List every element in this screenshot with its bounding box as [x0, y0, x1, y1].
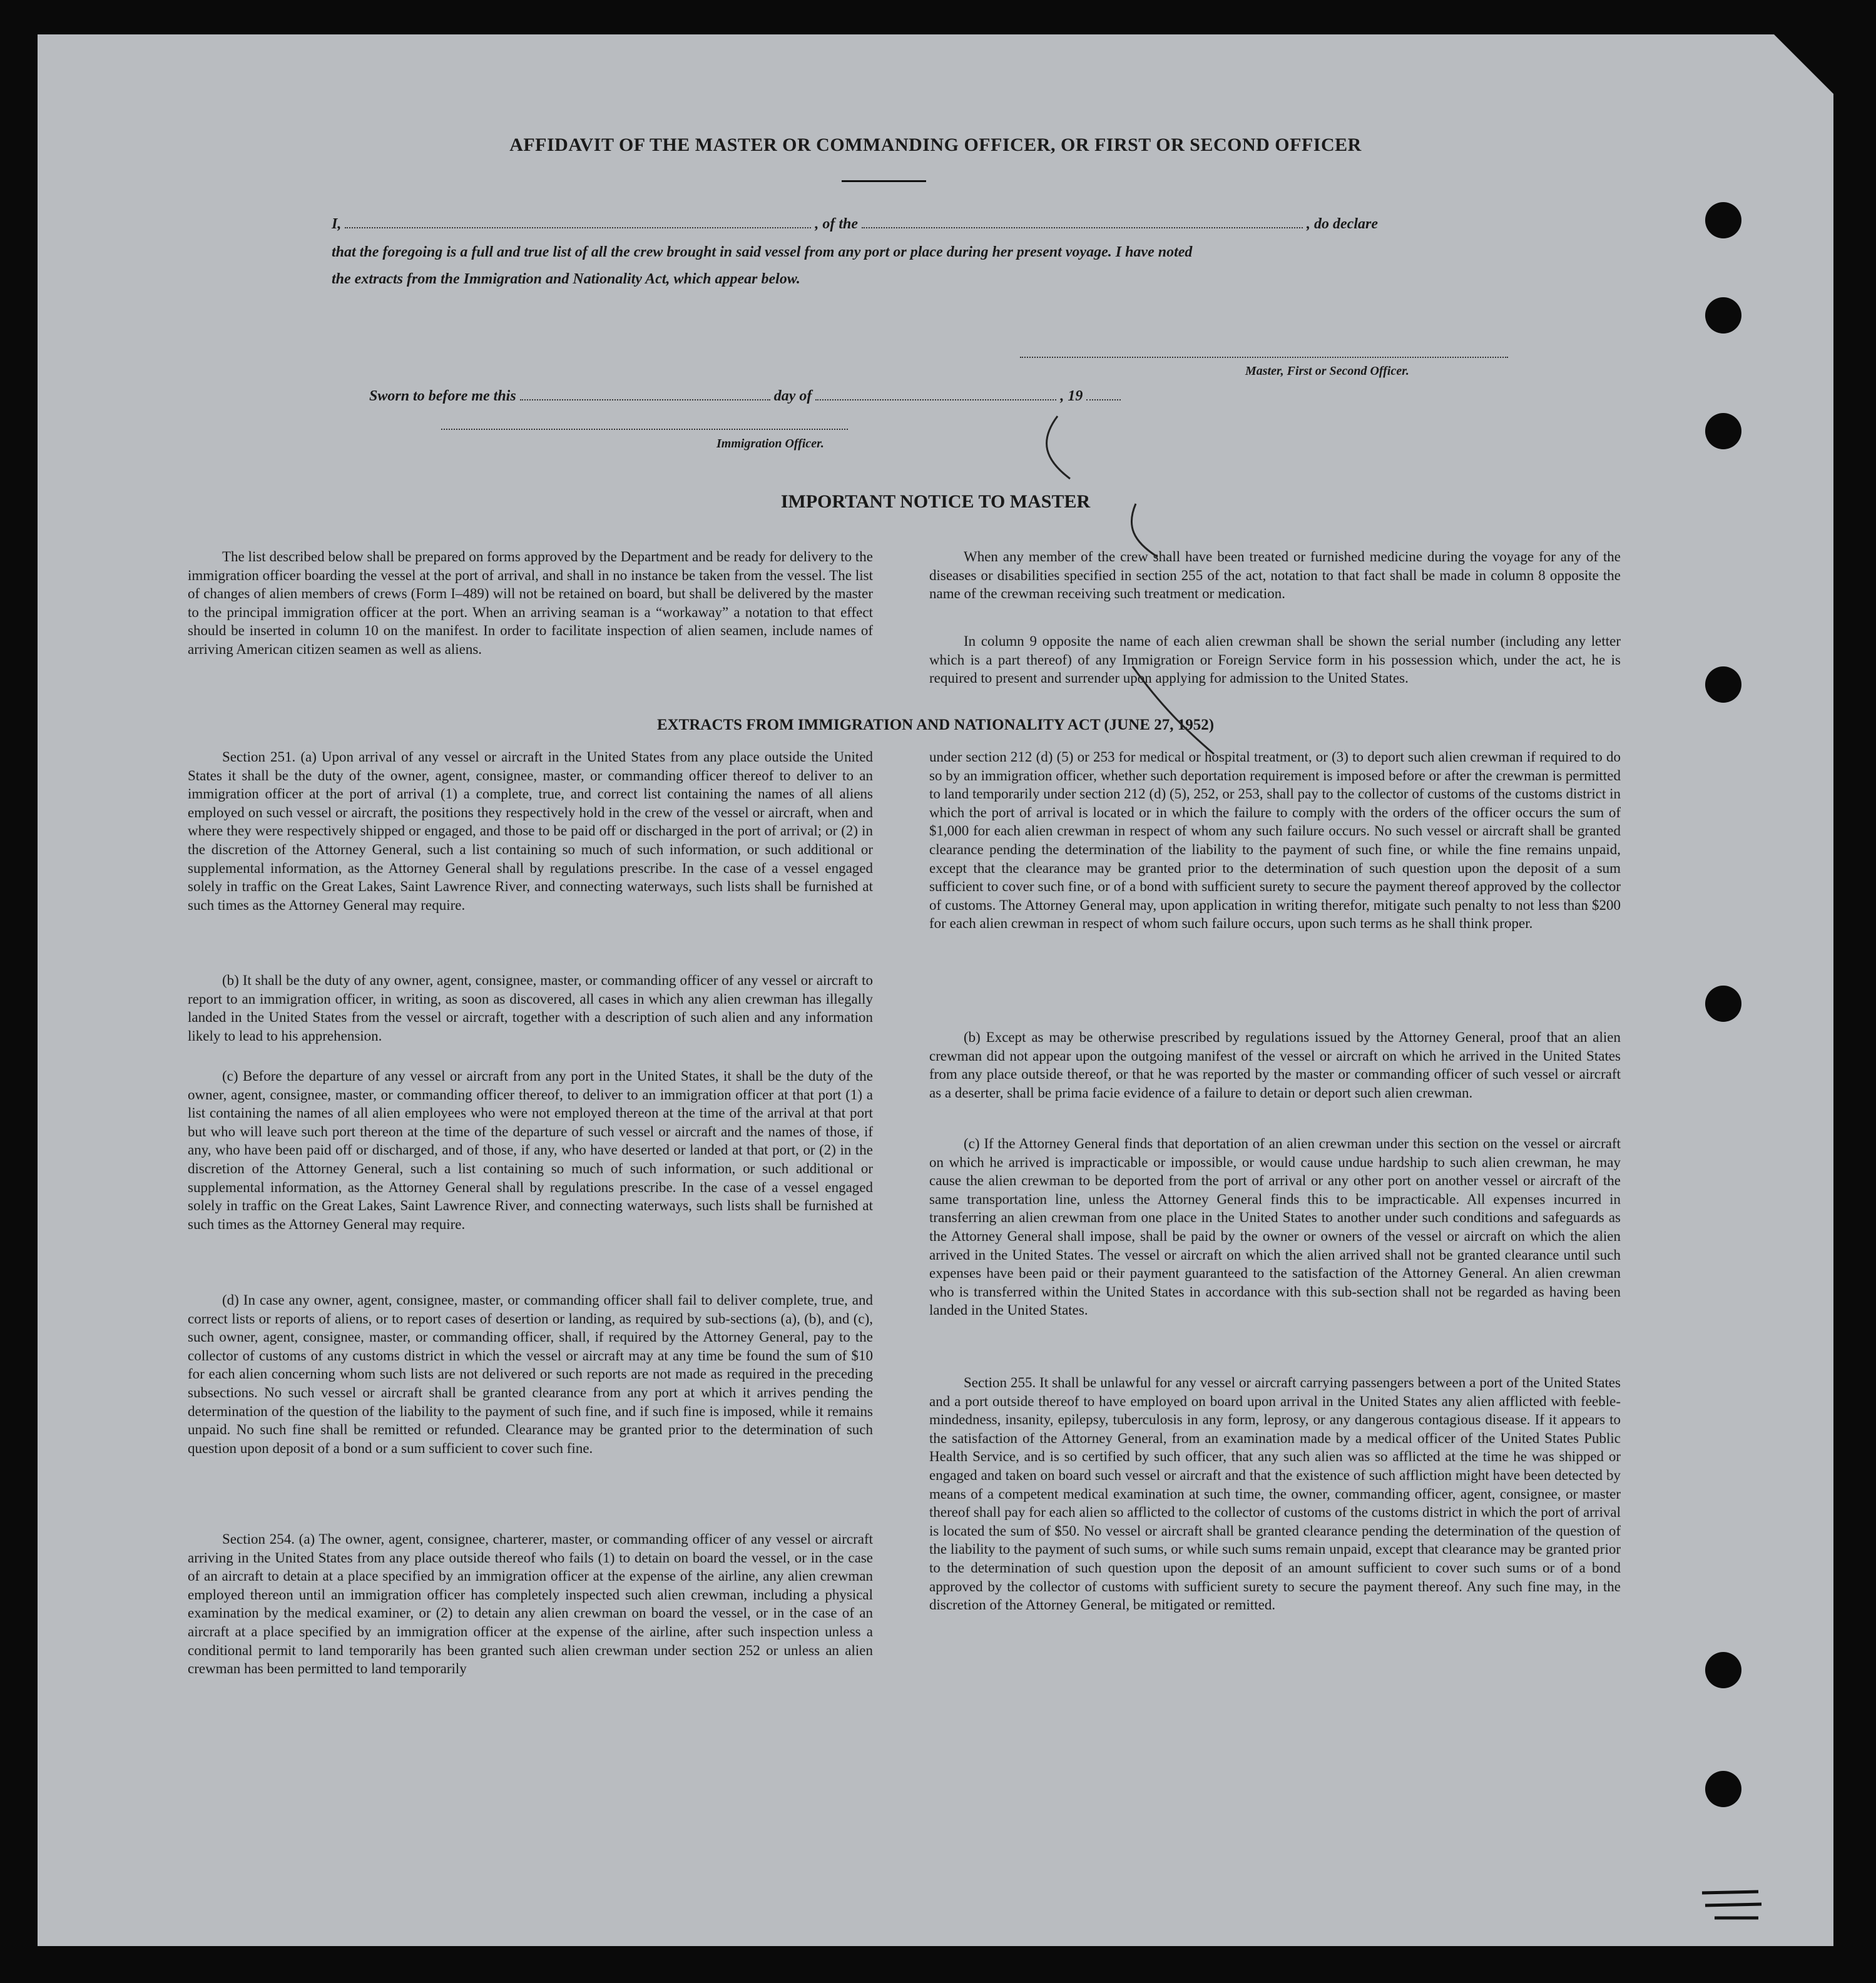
section-251b: (b) It shall be the duty of any owner, agent, consignee, master, or commanding officer of any vessel or aircraft to report to an immigration officer, in writing, as soon as discovered, all cases in which any alien crewman has illegally landed in the United States from the vessel or aircraft, together with a description of such alien and any information likely to lead to his apprehension.	[188, 972, 873, 1044]
section-255: Section 255. It shall be unlawful for any vessel or aircraft carrying passengers between a port of the United States and a port outside thereof to have employed on board upon arrival in the United States any alien afflicted with feeble-mindedness, insanity, epilepsy, tuberculosis in any form, leprosy, or any dangerous contagious disease. If it appears to the satisfaction of the Attorney General, from an examination made by a medical officer of the United States Public Health Service, and is so certified by such officer, that any such alien was so afflicted at the time he was shipped or engaged and taken on board such vessel or aircraft and that the existence of such affliction might have been detected by means of a competent medical examination at such time, the owner, commanding officer, agent, consignee, or master thereof shall pay for each alien so afflicted to the collector of customs of the customs district in which the port of arrival is located the sum of $50. No vessel or aircraft shall be granted clearance pending the determination of the question of the liability to the payment of such sums, or while such sums remain unpaid, except that clearance may be granted prior to the determination of such question upon the deposit of an amount sufficient to cover such sums or of a bond approved by the collector of customs with sufficient surety to secure the payment thereof. Any such fine may, in the discretion of the Attorney General, be mitigated or remitted.	[929, 1375, 1621, 1613]
punch-hole	[1705, 666, 1741, 703]
punch-hole	[1705, 986, 1741, 1022]
punch-hole	[1705, 1652, 1741, 1688]
sworn-row	[369, 388, 1121, 405]
punch-hole	[1705, 413, 1741, 449]
of-the-label: , of the	[815, 216, 859, 232]
section-251c: (c) Before the departure of any vessel or aircraft from any port in the United States, it shall be the duty of the owner, agent, consignee, master, or commanding officer thereof, to deliver to an immigration officer at that port (1) a list containing the names of all alien employees who were not employed thereon at the time of the arrival at that port but who will leave such port thereon at the time of the departure of such vessel or aircraft and the names of those, if any, who have been paid off or discharged, and of those, if any, who have deserted or landed at that port, or (2) in the discretion of the Attorney General, such a list containing so much of such information, or such additional or supplemental information, as the Attorney General shall by regulations prescribe. In the case of a vessel engaged solely in traffic on the Great Lakes, Saint Lawrence River, and connecting waterways, such lists shall be furnished at such times as the Attorney General may require.	[188, 1068, 873, 1232]
punch-hole	[1705, 1771, 1741, 1807]
year-label: , 19	[1060, 388, 1083, 404]
notice-right-paragraph-2: In column 9 opposite the name of each alien crewman shall be shown the serial number (including any letter which is a part thereof) of any Immigration or Foreign Service form in his possession which, under the act, he is required to present and surrender upon applying for admission to the United States.	[929, 633, 1621, 686]
section-251d: (d) In case any owner, agent, consignee, master, or commanding officer shall fail to deliver complete, true, and correct lists or reports of aliens, or to report cases of desertion or landing, as required by sub-sections (a), (b), and (c), such owner, agent, consignee, master, or commanding officer, shall, if required by the Attorney General, pay to the collector of customs of any customs district in which the vessel or aircraft may at any time be found the sum of $10 for each alien concerning whom such lists are not delivered or such reports are not made as required in the preceding subsections. No such vessel or aircraft shall be granted clearance from any port at which it arrives pending the determination of the question of the liability to the payment of such fine, and if such fine is imposed, while it remains unpaid. No such fine shall be remitted or refunded. Clearance may be granted prior to the determination of such question upon deposit of a bond or a sum sufficient to cover such fine.	[188, 1292, 873, 1456]
sworn-label: Sworn to before me this	[369, 388, 516, 404]
section-254a: Section 254. (a) The owner, agent, consignee, charterer, master, or commanding officer of any vessel or aircraft arriving in the United States from any place outside thereof who fails (1) to detain on board the vessel, or in the case of an aircraft to detain at a place specified by an immigration officer at the expense of the airline, any alien crewman employed thereon until an immigration officer has completely inspected such alien crewman, including a physical examination by the medical examiner, or (2) to detain any alien crewman on board the vessel, or in the case of an aircraft at a place specified by an immigration officer at the expense of the airline, after such inspection unless a conditional permit to land temporarily has been granted such alien crewman under section 252 or unless an alien crewman has been permitted to land temporarily	[188, 1531, 873, 1677]
day-of-label: day of	[773, 388, 812, 404]
pen-mark	[1014, 391, 1264, 779]
name-field[interactable]	[345, 216, 811, 228]
folded-corner	[1774, 34, 1833, 94]
vessel-field[interactable]	[862, 216, 1303, 228]
notice-right-paragraph-1: When any member of the crew shall have been treated or furnished medicine during the voyage for any of the diseases or disabilities specified in section 255 of the act, notation to that fact shall be made in column 8 opposite the name of the crewman receiving such treatment or medication.	[929, 549, 1621, 602]
declaration-line-2: the extracts from the Immigration and Nationality Act, which appear below.	[332, 271, 800, 287]
punch-hole	[1705, 297, 1741, 334]
section-254c: (c) If the Attorney General finds that deportation of an alien crewman under this section on the vessel or aircraft on which he arrived is impracticable or impossible, or would cause undue hardship to such alien crewman, he may cause the alien crewman to be deported from the port of arrival or any other port on another vessel or aircraft of the same transportation line, unless the Attorney General finds this to be impracticable. All expenses incurred in transferring an alien crewman from one place in the United States to another under such conditions and safeguards as the Attorney General shall impose, shall be paid by the owner or owners of the vessel or aircraft on which the alien arrived in the United States. The vessel or aircraft on which the alien arrived shall not be granted clearance until such expenses have been paid or their payment guaranteed to the satisfaction of the Attorney General. An alien crewman who is transferred within the United States in accordance with this sub-section shall not be regarded as having been landed in the United States.	[929, 1136, 1621, 1318]
officer-signature-caption: Immigration Officer.	[716, 437, 824, 451]
declaration-line-1: that the foregoing is a full and true list of all the crew brought in said vessel from any port or place during her present voyage. I have noted	[332, 244, 1193, 260]
section-254a-continued: under section 212 (d) (5) or 253 for medical or hospital treatment, or (3) to deport such alien crewman if required to do so by an immigration officer, whether such deportation requirement is imposed before or after the crewman is permitted to land temporarily under section 212 (d) (5), 252, or 253, shall pay to the collector of customs of the customs district in which the port of arrival is located or in which the failure to comply with the orders of the officer occurs the sum of $1,000 for each alien crewman in respect of whom any such failure occurs. No such vessel or aircraft shall be granted clearance pending the determination of the liability to the payment of such fine, or while the fine remains unpaid, except that the clearance may be granted prior to the determination of such question upon the deposit of a sum sufficient to cover such fine, or of a bond with sufficient surety to secure the payment thereof approved by the collector of customs. The Attorney General may, upon application in writing therefor, mitigate such penalty to not less than $200 for each alien crewman in respect of whom such failure occurs, upon such terms as he shall think proper.	[929, 749, 1621, 932]
officer-signature-line[interactable]	[441, 429, 848, 430]
i-label: I,	[332, 216, 342, 232]
sworn-day-field[interactable]	[520, 388, 770, 400]
extracts-title: EXTRACTS FROM IMMIGRATION AND NATIONALITY ACT (JUNE 27, 1952)	[656, 716, 1215, 733]
notice-left-paragraph: The list described below shall be prepared on forms approved by the Department and be ready for delivery to the immigration officer boarding the vessel at the port of arrival, and shall in no instance be taken from the vessel. The list of changes of alien members of crews (Form I–489) will not be retained on board, but shall be delivered by the master to the principal immigration officer at the port. When an arriving seaman is a “workaway” a notation to that effect should be inserted in column 10 on the manifest. In order to facilitate inspection of alien seamen, include names of arriving American citizen seamen as well as aliens.	[188, 549, 873, 657]
do-declare-label: , do declare	[1307, 216, 1378, 232]
master-signature-caption: Master, First or Second Officer.	[1245, 364, 1409, 378]
master-signature-line[interactable]	[1020, 357, 1508, 358]
affidavit-title: AFFIDAVIT OF THE MASTER OR COMMANDING OFFICER, OR FIRST OR SECOND OFFICER	[509, 135, 1362, 155]
document-page	[38, 34, 1833, 1946]
pen-mark-corner	[1696, 1880, 1771, 1930]
section-254b: (b) Except as may be otherwise prescribed by regulations issued by the Attorney General, proof that an alien crewman did not appear upon the outgoing manifest of the vessel or aircraft on which he arrived in the United States from any place outside thereof, or that he was reported by the master or commanding officer of such vessel or aircraft as a deserter, shall be prima facie evidence of a failure to detain or deport such alien crewman.	[929, 1029, 1621, 1101]
notice-title: IMPORTANT NOTICE TO MASTER	[780, 491, 1091, 512]
punch-hole	[1705, 202, 1741, 238]
section-251a: Section 251. (a) Upon arrival of any vessel or aircraft in the United States from any place outside the United States it shall be the duty of the owner, agent, consignee, master, or commanding officer thereof to deliver to an immigration officer at the port of arrival (1) a complete, true, and correct list containing the names of all aliens employed on such vessel or aircraft, the positions they respectively hold in the crew of the vessel or aircraft, when and where they were respectively shipped or engaged, and those to be paid off or discharged in the port of arrival; or (2) in the discretion of the Attorney General, such a list containing so much of such information, or such additional or supplemental information, as the Attorney General shall by regulations prescribe. In the case of a vessel engaged solely in traffic on the Great Lakes, Saint Lawrence River, and connecting waterways, such lists shall be furnished at such times as the Attorney General may require.	[188, 749, 873, 913]
title-rule	[842, 180, 926, 182]
declaration-name-row	[332, 216, 1378, 233]
